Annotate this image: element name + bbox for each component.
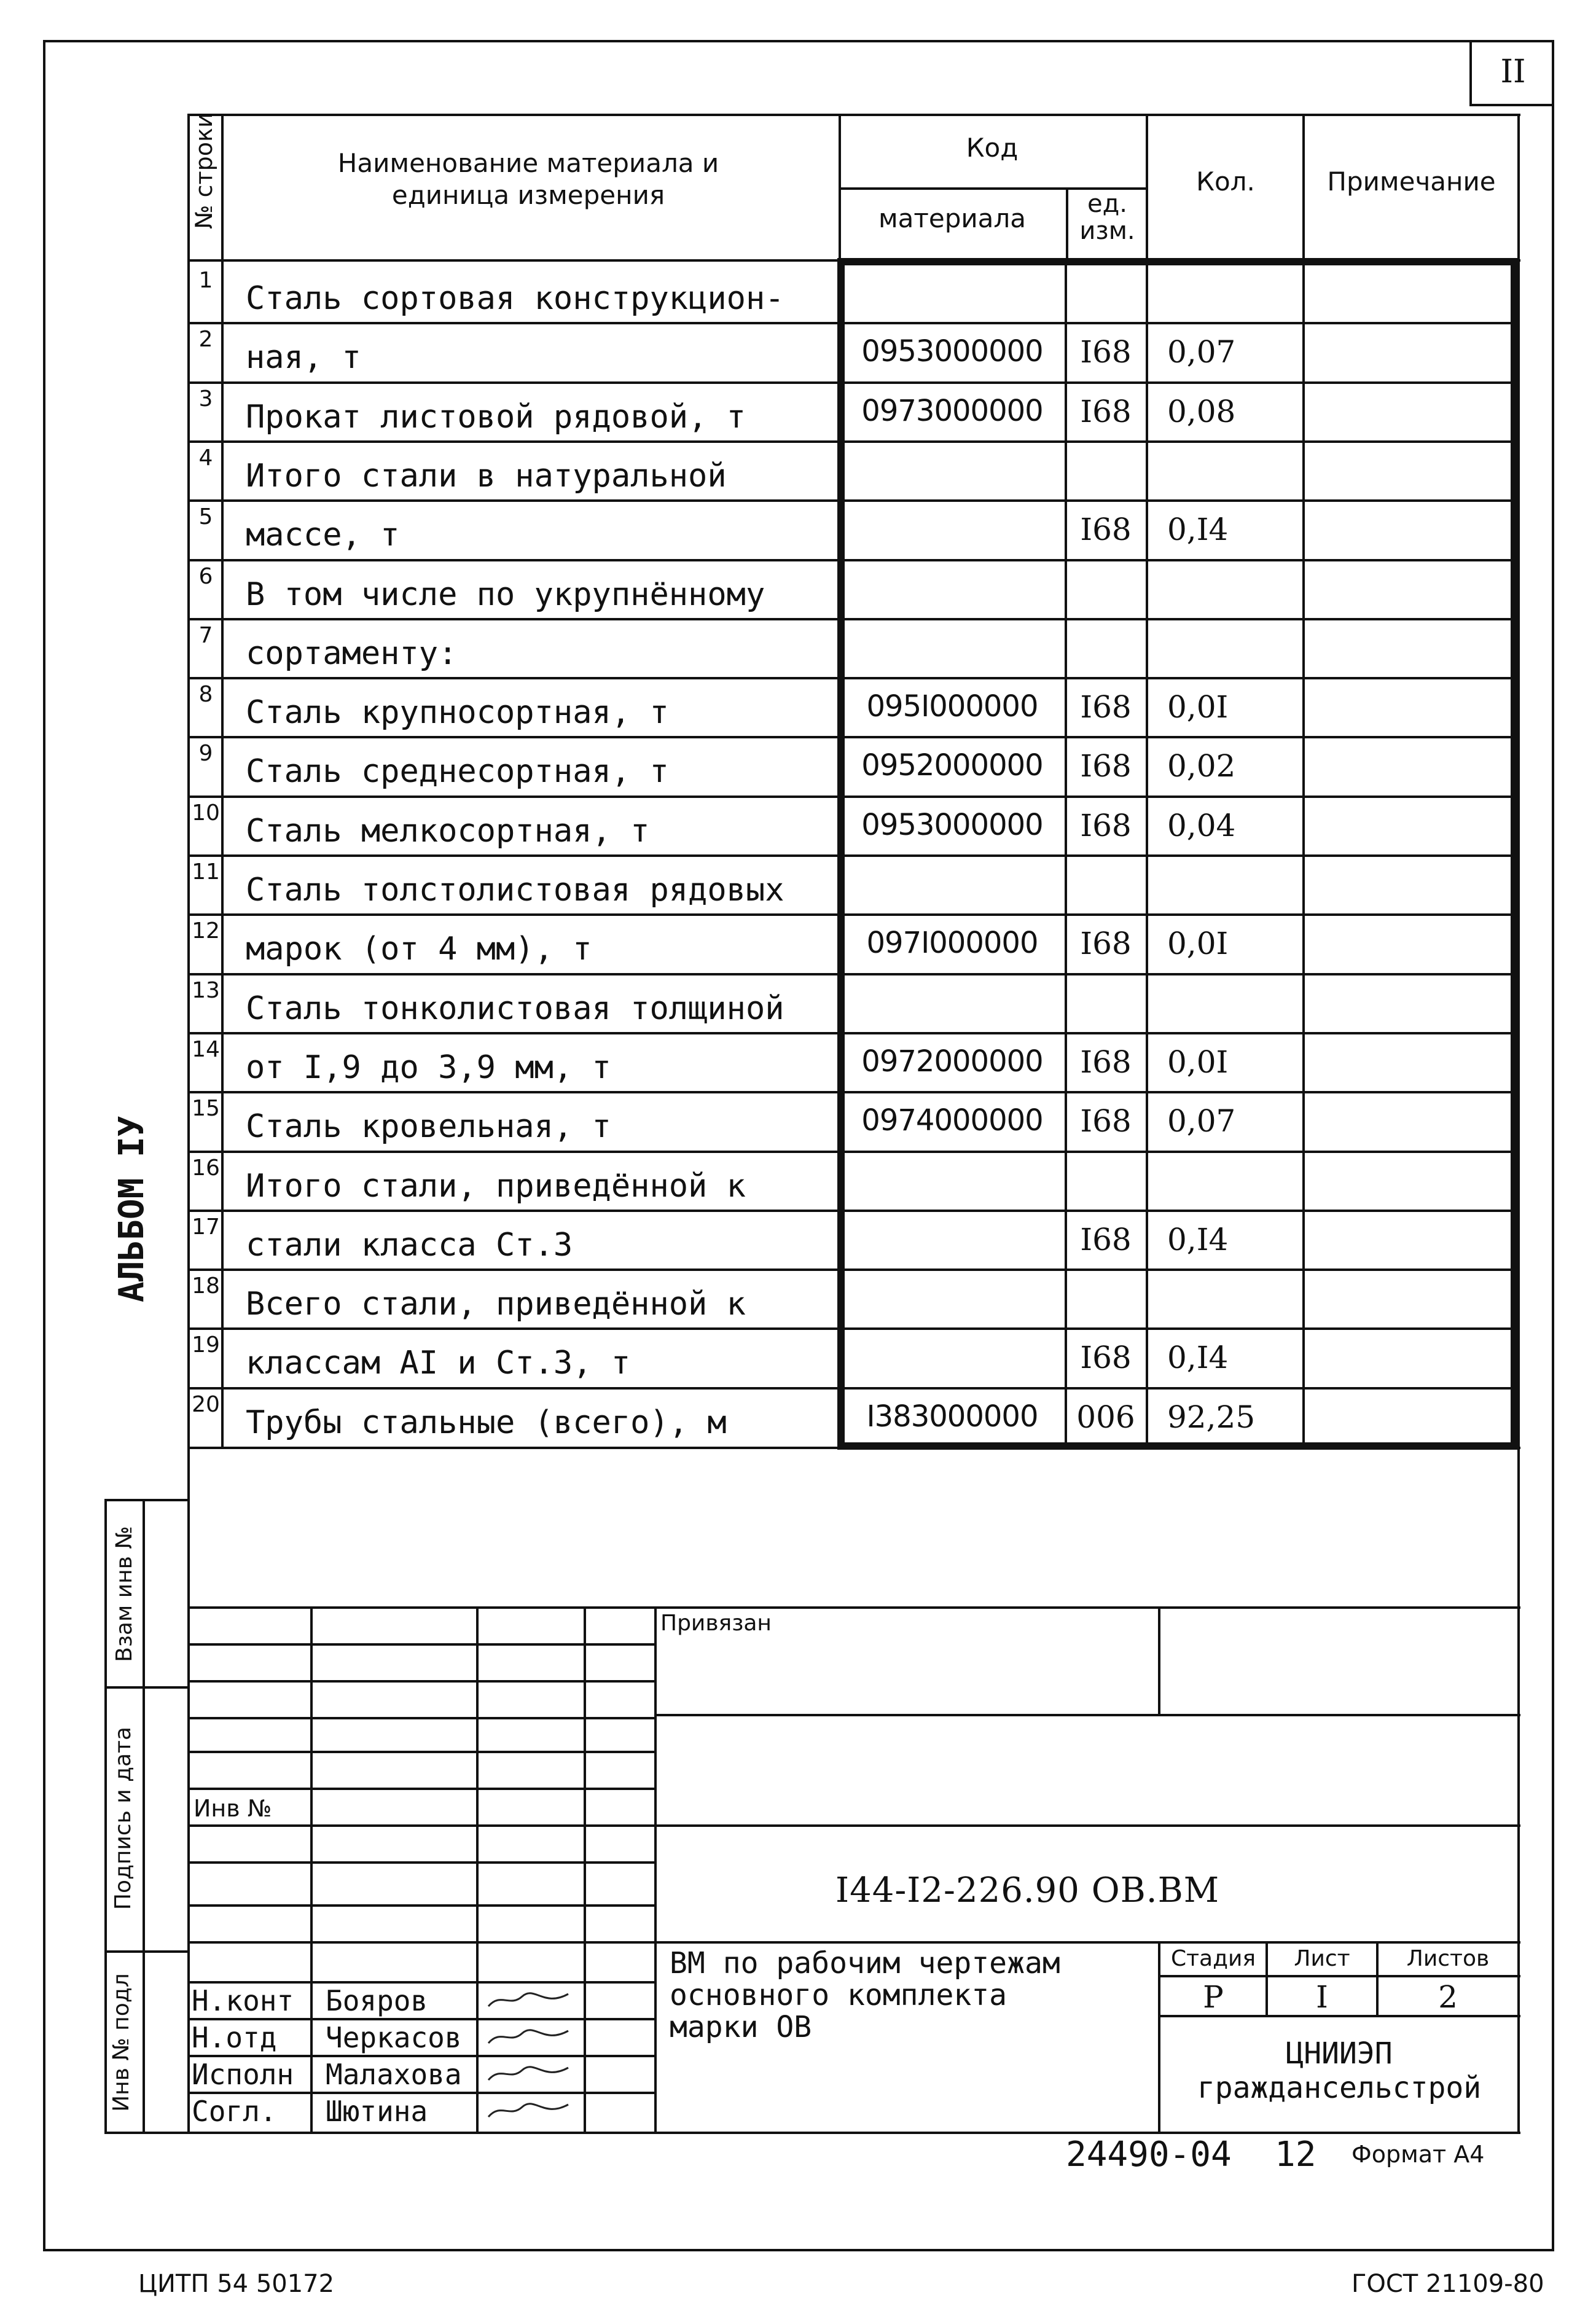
quantity: 0,I4 (1167, 512, 1229, 547)
material-name: стали класса Ст.3 (246, 1227, 573, 1264)
sheets-label: Листов (1406, 1946, 1490, 1971)
footer-left: ЦИТП 54 50172 (138, 2270, 335, 2298)
material-code: 095I000000 (866, 689, 1038, 724)
row-number: 17 (192, 1214, 220, 1240)
row-number: 2 (198, 327, 213, 352)
material-name: Сталь мелкосортная, т (246, 813, 650, 850)
unit-code: I68 (1080, 1222, 1132, 1257)
material-name: Сталь среднесортная, т (246, 753, 669, 790)
row-number: 16 (192, 1155, 220, 1181)
stage-label: Стадия (1170, 1946, 1256, 1971)
unit-code: I68 (1080, 926, 1132, 961)
person-role: Н.конт (192, 1984, 294, 2017)
sheet-number: II (1469, 40, 1554, 106)
material-name: Всего стали, приведённой к (246, 1286, 746, 1323)
unit-code: I68 (1080, 808, 1132, 843)
row-number: 19 (192, 1332, 220, 1358)
unit-code: I68 (1080, 394, 1132, 429)
format-label: Формат А4 (1352, 2141, 1485, 2168)
header-qty: Кол. (1196, 166, 1255, 197)
stage-value: Р (1203, 1979, 1224, 2015)
material-code: 0974000000 (861, 1103, 1043, 1138)
material-code: 0972000000 (861, 1044, 1043, 1079)
quantity: 0,02 (1167, 748, 1236, 784)
description (670, 1947, 1060, 2043)
description-line: ВМ по рабочим чертежам (670, 1946, 1060, 1980)
row-number: 8 (198, 682, 213, 707)
quantity: 0,08 (1167, 394, 1236, 429)
sheet-label: Лист (1294, 1946, 1350, 1971)
material-name: классам АI и Ст.3, т (246, 1345, 631, 1382)
row-number: 11 (192, 859, 220, 885)
material-name: от I,9 до 3,9 мм, т (246, 1049, 611, 1086)
material-name: Сталь крупносортная, т (246, 694, 669, 731)
vzam-inv-label: Взам инв № (112, 1526, 137, 1662)
description-line: основного комплекта (670, 1978, 1007, 2012)
material-code: I383000000 (866, 1399, 1038, 1434)
quantity: 0,0I (1167, 926, 1229, 961)
row-number: 6 (198, 564, 213, 589)
handwritten-page: 12 (1275, 2135, 1316, 2175)
unit-code: I68 (1080, 334, 1132, 370)
organization (1161, 2036, 1517, 2105)
unit-code: I68 (1080, 1044, 1132, 1080)
material-code: 097I000000 (866, 926, 1038, 960)
material-code: 0953000000 (861, 334, 1043, 369)
quantity: 92,25 (1167, 1399, 1256, 1435)
row-number: 20 (192, 1392, 220, 1417)
inv-podl-label: Инв № подл (109, 1973, 134, 2112)
header-code-unit: ед. изм. (1079, 190, 1135, 245)
unit-code: 006 (1076, 1399, 1135, 1435)
podpis-data-label: Подпись и дата (111, 1726, 136, 1910)
material-name: ная, т (246, 339, 361, 376)
privyazan-label: Привязан (660, 1611, 772, 1636)
material-name: Сталь кровельная, т (246, 1108, 611, 1145)
quantity: 0,I4 (1167, 1340, 1229, 1375)
row-number: 12 (192, 918, 220, 944)
header-code: Код (966, 133, 1019, 163)
row-number: 13 (192, 978, 220, 1003)
org-line: граждансельстрой (1197, 2071, 1482, 2105)
material-name: массе, т (246, 517, 400, 553)
description-line: марки ОВ (670, 2010, 812, 2044)
material-code: 0973000000 (861, 394, 1043, 428)
signature-icon (485, 2063, 571, 2085)
document-code: I44-I2-226.90 ОВ.ВМ (835, 1871, 1220, 1910)
org-line: ЦНИИЭП (1286, 2036, 1393, 2071)
unit-code: I68 (1080, 689, 1132, 725)
row-number: 7 (198, 623, 213, 648)
material-name: сортаменту: (246, 635, 458, 672)
quantity: 0,07 (1167, 1103, 1236, 1139)
row-number: 3 (198, 386, 213, 412)
row-number: 4 (198, 445, 213, 471)
signature-icon (485, 1989, 571, 2011)
material-name: Итого стали, приведённой к (246, 1168, 746, 1205)
unit-code: I68 (1080, 1103, 1132, 1139)
row-number: 15 (192, 1096, 220, 1121)
row-number: 9 (198, 741, 213, 766)
unit-code: I68 (1080, 1340, 1132, 1375)
row-number: 5 (198, 504, 213, 530)
signature-icon (485, 2100, 571, 2122)
person-name: Бояров (326, 1984, 428, 2017)
inv-no-label: Инв № (194, 1795, 272, 1822)
quantity: 0,07 (1167, 334, 1236, 370)
row-number: 14 (192, 1037, 220, 1062)
material-name: Итого стали в натуральной (246, 458, 727, 495)
person-role: Согл. (192, 2095, 277, 2128)
material-name: Сталь толстолистовая рядовых (246, 872, 784, 909)
person-role: Н.отд (192, 2021, 277, 2054)
person-name: Малахова (326, 2058, 462, 2091)
header-code-material: материала (878, 203, 1026, 233)
material-code: 0953000000 (861, 808, 1043, 842)
material-name: В том числе по укрупнённому (246, 576, 765, 613)
quantity: 0,04 (1167, 808, 1236, 843)
handwritten-number: 24490-04 (1066, 2135, 1232, 2175)
header-name: Наименование материала и единица измерения (337, 148, 719, 210)
quantity: 0,I4 (1167, 1222, 1229, 1257)
material-name: Сталь тонколистовая толщиной (246, 990, 784, 1027)
sheets-value: 2 (1438, 1979, 1458, 2015)
material-code: 0952000000 (861, 748, 1043, 783)
sheet-value: I (1316, 1979, 1328, 2015)
quantity: 0,0I (1167, 689, 1229, 725)
row-number: 1 (198, 268, 213, 293)
quantity: 0,0I (1167, 1044, 1229, 1080)
person-name: Черкасов (326, 2021, 462, 2054)
material-name: марок (от 4 мм), т (246, 931, 592, 968)
row-number: 18 (192, 1273, 220, 1299)
footer-right: ГОСТ 21109-80 (1352, 2270, 1544, 2298)
material-name: Сталь сортовая конструкцион- (246, 280, 784, 317)
unit-code: I68 (1080, 748, 1132, 784)
unit-code: I68 (1080, 512, 1132, 547)
row-number: 10 (192, 800, 220, 826)
material-name: Трубы стальные (всего), м (246, 1404, 727, 1441)
signature-icon (485, 2026, 571, 2048)
person-name: Шютина (326, 2095, 428, 2128)
header-note: Примечание (1327, 166, 1496, 197)
header-row-number: № строки (190, 112, 217, 229)
material-name: Прокат листовой рядовой, т (246, 399, 746, 436)
person-role: Исполн (192, 2058, 294, 2091)
album-label: АЛЬБОМ IУ (112, 1116, 152, 1302)
